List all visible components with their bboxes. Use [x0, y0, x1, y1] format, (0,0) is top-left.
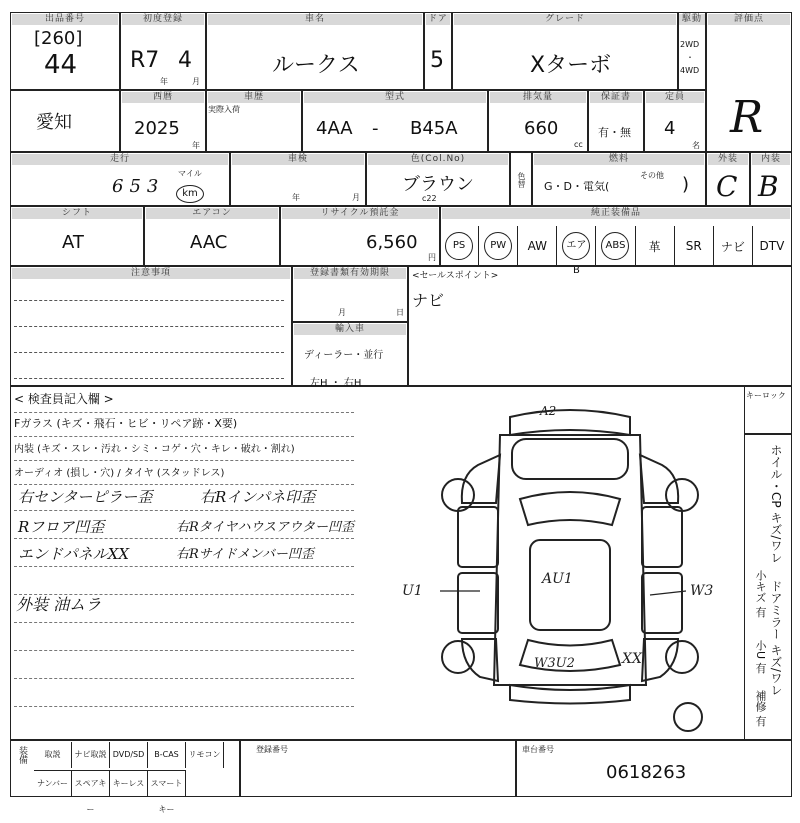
- equipment-item: [596, 226, 635, 266]
- capacity-header: 定員: [646, 92, 704, 103]
- caution-line: [14, 326, 284, 327]
- caution-line: [14, 378, 284, 379]
- option-item: DVD/SD: [110, 742, 148, 768]
- interior-header: 内装: [752, 154, 790, 165]
- drive-dot: ・: [686, 53, 694, 62]
- doors-header: ドア: [426, 14, 450, 25]
- inspector-line: [14, 566, 354, 567]
- exterior-header: 外装: [708, 154, 748, 165]
- equipment-label: PW: [484, 232, 512, 260]
- inspector-note: エンドパネルXX: [18, 545, 130, 563]
- equipment-item: [557, 226, 596, 276]
- mark-right: W3: [690, 583, 714, 599]
- equipment-item: [714, 226, 753, 266]
- shaken-year-unit: 年: [292, 193, 300, 202]
- inspector-line: [14, 678, 354, 679]
- lot-number: [260]: [34, 28, 83, 49]
- equipment-label: ABS: [601, 232, 629, 260]
- displacement-value: 660: [524, 118, 559, 139]
- mileage-unit-mile: マイル: [178, 169, 202, 178]
- year-header: 西暦: [122, 92, 204, 103]
- year-unit: 年: [192, 141, 200, 150]
- equipment-label: PS: [445, 232, 473, 260]
- fuel-other: その他: [640, 171, 664, 180]
- inspector-note: 外装 油ムラ: [16, 595, 102, 614]
- inspector-title: < 検査員記入欄 >: [14, 392, 114, 406]
- inspector-note: 右Rサイドメンバー凹歪: [176, 547, 314, 562]
- drive-4wd: 4WD: [680, 66, 700, 75]
- inspector-line2: 内装 (キズ・スレ・汚れ・シミ・コゲ・穴・キレ・破れ・割れ): [14, 444, 295, 455]
- option-item: スペアキー: [72, 770, 110, 796]
- shift-header: シフト: [12, 208, 142, 219]
- model-dash: -: [372, 118, 379, 139]
- fuel-options: G・D・電気(: [544, 180, 610, 193]
- region-value: 愛知: [36, 112, 72, 133]
- options-head: 装備: [17, 746, 27, 764]
- reg-expiry-day: 日: [396, 308, 404, 317]
- first-reg-header: 初度登録: [122, 14, 204, 25]
- displacement-unit: cc: [574, 140, 583, 149]
- history-header: 車歴: [208, 92, 300, 103]
- inspector-note: 右Rタイヤハウスアウター凹歪: [176, 520, 355, 535]
- doc-number-label: 登録番号: [256, 745, 288, 754]
- mileage-unit-km: km: [176, 181, 204, 203]
- car-name: ルークス: [272, 53, 360, 78]
- option-item: リモコン: [186, 742, 224, 768]
- first-reg-month-unit: 月: [192, 77, 200, 86]
- equipment-item: [440, 226, 479, 266]
- reg-expiry-month: 月: [338, 308, 346, 317]
- equipment-item: [675, 226, 714, 266]
- import-dealer: ディーラー・並行: [304, 350, 384, 361]
- inspector-note: Rフロア凹歪: [18, 518, 105, 536]
- first-reg-month: 4: [178, 48, 192, 73]
- aircon-value: AAC: [190, 232, 228, 253]
- inspector-line3: オーディオ (損し・穴) / タイヤ (スタッドレス): [14, 468, 225, 479]
- drive-2wd: 2WD: [680, 40, 700, 49]
- inspector-line: [14, 650, 354, 651]
- inspector-line: [14, 412, 354, 413]
- option-item: 取説: [34, 742, 72, 768]
- side-note: 小キズ 有: [754, 570, 767, 618]
- lot-no-header: 出品番号: [12, 14, 118, 25]
- chassis-number: 0618263: [606, 762, 687, 783]
- mark-roof: AU1: [542, 571, 573, 587]
- import-header: 輸入車: [294, 324, 406, 335]
- model-prefix: 4AA: [316, 118, 353, 139]
- equipment-label: AW: [527, 239, 547, 253]
- evaluation-score: R: [730, 92, 764, 143]
- color-code: c22: [422, 194, 437, 203]
- color-name: ブラウン: [402, 174, 474, 195]
- caution-line: [14, 352, 284, 353]
- reg-expiry-header: 登録書類有効期限: [294, 268, 406, 279]
- shift-value: AT: [62, 232, 84, 253]
- inspector-line: [14, 484, 354, 485]
- recycle-unit: 円: [428, 253, 436, 262]
- inspector-line: [14, 510, 354, 511]
- equipment-item: [518, 226, 557, 266]
- mileage-value: 653: [112, 176, 165, 197]
- option-item: ナンバー: [34, 770, 72, 796]
- equipment-header: 純正装備品: [442, 208, 790, 219]
- inspector-line: [14, 460, 354, 461]
- year-value: 2025: [134, 118, 180, 139]
- interior-grade: B: [758, 170, 779, 203]
- recycle-header: リサイクル預託金: [282, 208, 438, 219]
- aircon-header: エアコン: [146, 208, 278, 219]
- history-sub: 実際入荷: [208, 105, 240, 114]
- shaken-month-unit: 月: [352, 193, 360, 202]
- mark-rear-right: XX: [622, 651, 642, 667]
- drive-header: 駆動: [679, 14, 705, 25]
- option-item: ナビ取説: [72, 742, 110, 768]
- side-note: ホイル・CP キズ/ワレ: [769, 444, 783, 564]
- equipment-label: エアB: [562, 232, 590, 260]
- chassis-label: 車台番号: [522, 745, 554, 754]
- color-header: 色(Col.No): [368, 154, 508, 165]
- sales-point-cell: [408, 266, 792, 386]
- option-item: B-CAS: [148, 742, 186, 768]
- mark-front: A2: [540, 404, 557, 418]
- caution-line: [14, 300, 284, 301]
- side-note: ドアミラー キズ/ワレ: [769, 580, 783, 696]
- side-note: 小U 有: [754, 640, 767, 674]
- inspector-line: [14, 538, 354, 539]
- fuel-close: ): [682, 174, 690, 195]
- import-handle: 左H ・ 右H: [310, 378, 362, 389]
- model-header: 型式: [304, 92, 486, 103]
- equipment-label: 革: [648, 239, 661, 254]
- warranty-header: 保証書: [590, 92, 642, 103]
- equipment-label: DTV: [759, 239, 785, 253]
- inspector-line1: Fガラス (キズ・飛石・ヒビ・リペア跡・X要): [14, 417, 238, 430]
- model-code: B45A: [410, 118, 458, 139]
- first-reg-era: R7: [130, 48, 160, 73]
- inspector-line: [14, 436, 354, 437]
- mark-rear: W3U2: [534, 656, 575, 671]
- equipment-label: SR: [685, 239, 702, 253]
- inspector-line: [14, 706, 354, 707]
- recycle-fee: 6,560: [366, 232, 418, 253]
- keylock-header: キーロック: [746, 391, 786, 400]
- equipment-label: ナビ: [720, 239, 745, 254]
- grade-value: Xターボ: [530, 53, 612, 78]
- doors-value: 5: [430, 48, 444, 73]
- car-damage-diagram: [400, 395, 740, 735]
- grade-header: グレード: [454, 14, 676, 25]
- shaken-header: 車検: [232, 154, 364, 165]
- sales-point-header: <セールスポイント>: [412, 271, 499, 281]
- inspector-note: 右センターピラー歪: [18, 488, 153, 506]
- inspector-note: 右Rインパネ印歪: [200, 488, 316, 506]
- caution-header: 注意事項: [12, 268, 290, 279]
- equipment-item: [479, 226, 518, 266]
- exterior-grade: C: [716, 170, 738, 203]
- color-change-label: 色替: [517, 172, 526, 188]
- displacement-header: 排気量: [490, 92, 586, 103]
- first-reg-year-unit: 年: [160, 77, 168, 86]
- option-item: キーレス: [110, 770, 148, 796]
- auction-grade-big: 44: [44, 50, 78, 80]
- option-item: スマートキー: [148, 770, 186, 796]
- mileage-header: 走行: [12, 154, 228, 165]
- equipment-item: [636, 226, 675, 266]
- mark-left: U1: [402, 583, 423, 599]
- warranty-value: 有・無: [598, 126, 631, 139]
- sales-point-text: ナビ: [412, 291, 445, 310]
- evaluation-header: 評価点: [708, 14, 790, 25]
- inspector-line: [14, 622, 354, 623]
- capacity-unit: 名: [692, 141, 700, 150]
- car-name-header: 車名: [208, 14, 422, 25]
- side-note: 補修 有: [754, 690, 767, 727]
- equipment-item: [753, 226, 792, 266]
- fuel-header: 燃料: [534, 154, 704, 165]
- capacity-value: 4: [664, 118, 676, 139]
